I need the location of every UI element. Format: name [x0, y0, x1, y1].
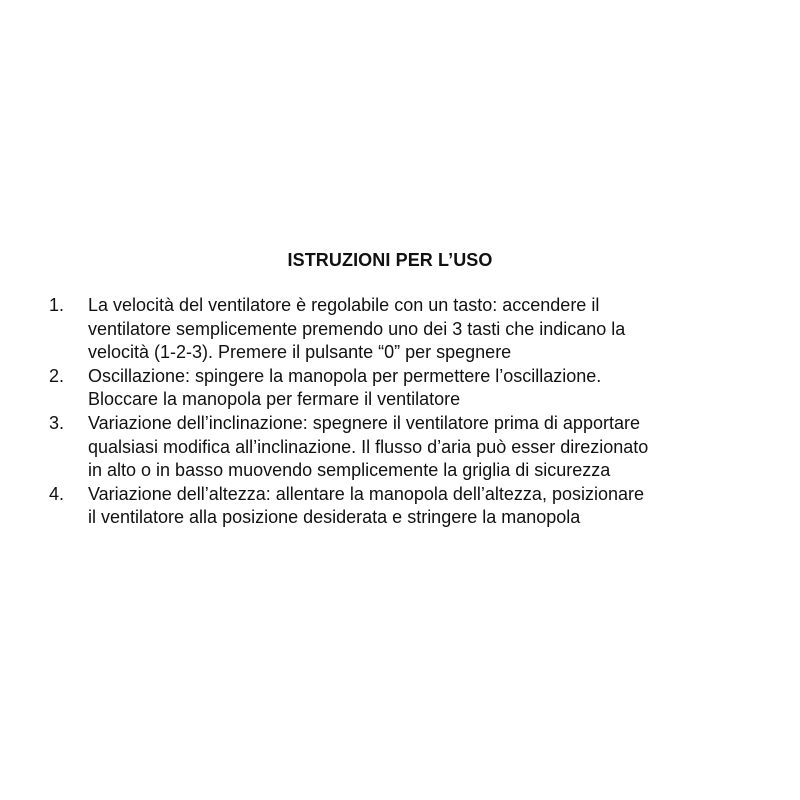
- item-text: [88, 365, 648, 412]
- list-item: [0, 365, 648, 412]
- item-line: in alto o in basso muovendo semplicemente la griglia di sicurezza: [88, 460, 611, 481]
- item-text: [88, 294, 648, 365]
- item-line: La velocità del ventilatore è regolabile con un tasto: accendere il: [88, 295, 600, 315]
- item-number: 1.: [49, 295, 65, 315]
- item-number: 2.: [49, 365, 65, 386]
- item-line: Bloccare la manopola per fermare il ventilatore: [88, 389, 461, 410]
- item-line: Oscillazione: spingere la manopola per permettere l’oscillazione.: [88, 365, 602, 386]
- item-number: 3.: [49, 412, 65, 433]
- item-line: il ventilatore alla posizione desiderata e stringere la manopola: [88, 507, 581, 528]
- item-line: ventilatore semplicemente premendo uno dei 3 tasti che indicano la: [88, 318, 626, 339]
- list-item: [0, 294, 648, 365]
- item-text: [88, 483, 648, 530]
- instructions-list: [0, 294, 648, 530]
- page-title: ISTRUZIONI PER L’USO: [287, 250, 493, 270]
- item-text: [88, 412, 648, 483]
- item-line: Variazione dell’inclinazione: spegnere il ventilatore prima di apportare: [88, 412, 640, 433]
- item-line: velocità (1-2-3). Premere il pulsante “0” per spegnere: [88, 342, 512, 363]
- item-line: Variazione dell’altezza: allentare la manopola dell’altezza, posizionare: [88, 483, 644, 504]
- item-number: 4.: [49, 483, 65, 504]
- list-item: [0, 483, 648, 530]
- item-line: qualsiasi modifica all’inclinazione. Il flusso d’aria può esser direzionato: [88, 436, 649, 457]
- list-item: [0, 412, 648, 483]
